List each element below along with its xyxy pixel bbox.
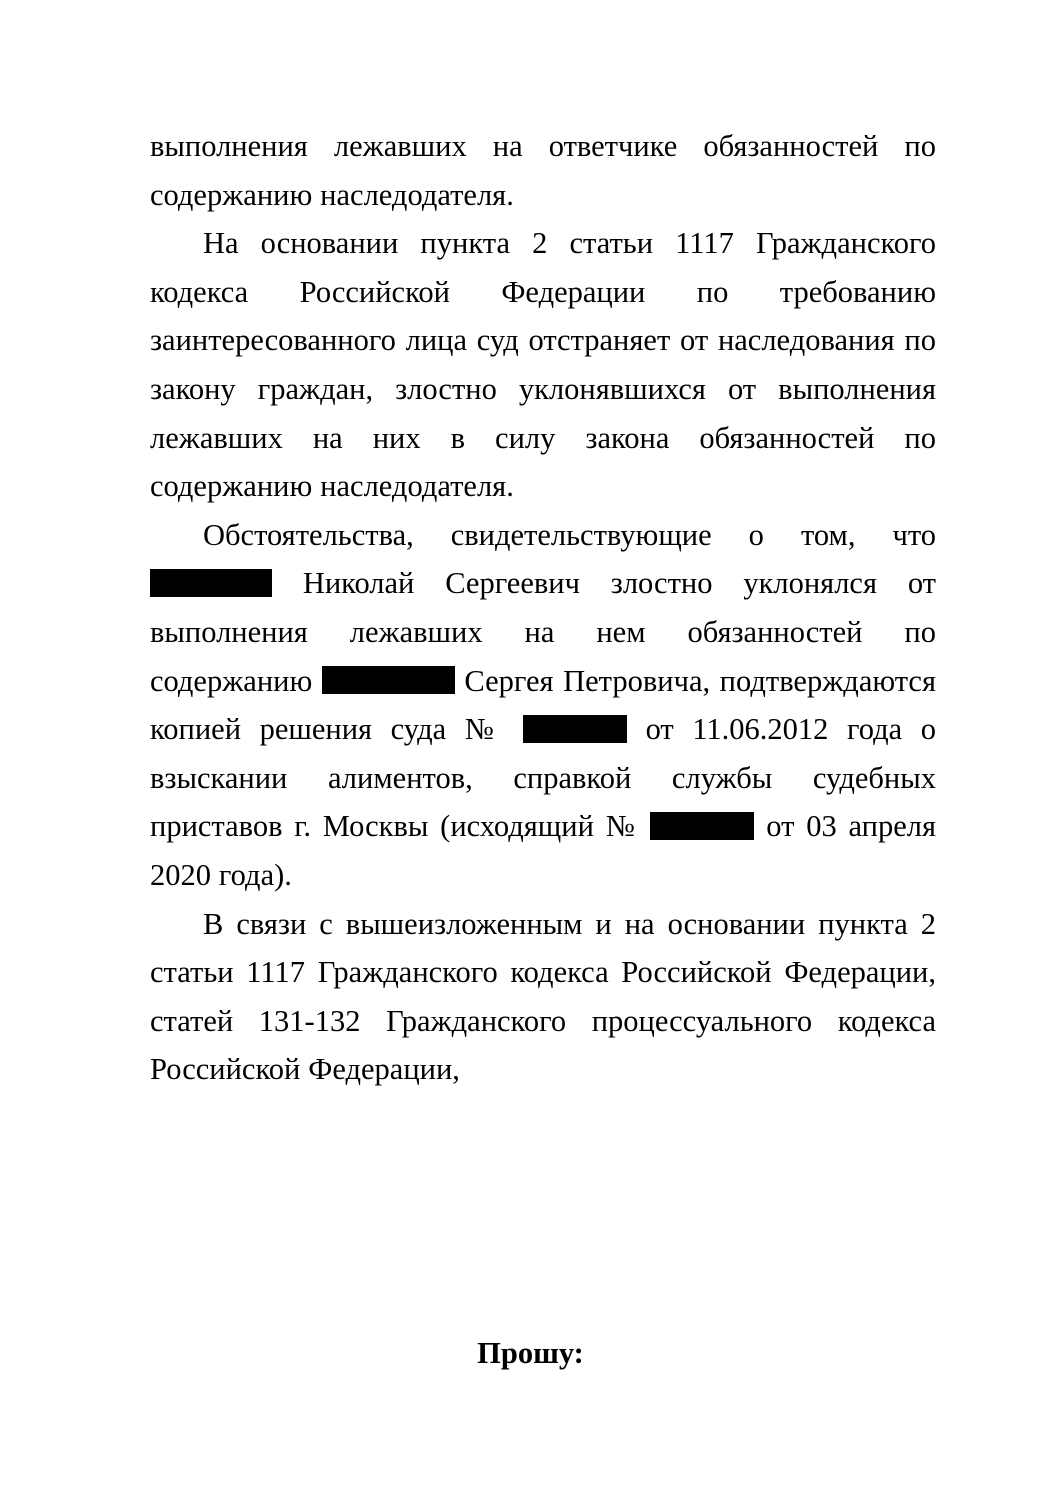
paragraph-continuation: выполнения лежавших на ответчике обязанностей по содержанию наследодателя.: [150, 129, 936, 212]
redaction-bar-surname-defendant: [150, 569, 272, 597]
redaction-bar-surname-deceased: [322, 666, 455, 694]
paragraph-conclusion: В связи с вышеизложенным и на основании пункта 2 статьи 1117 Гражданского кодекса Российской Федерации, статей 131-132 Гражданского процессуального кодекса Российской Федерации,: [150, 906, 936, 1087]
paragraph-circumstances-segment-3: Сергея Петровича, подтверждаются копией решения суда №: [150, 663, 937, 747]
heading-request: Прошу:: [477, 1336, 584, 1370]
paragraph-circumstances-segment-1: Обстоятельства, свидетельствующие о том, что: [203, 517, 936, 552]
redaction-bar-case-number: [523, 715, 627, 743]
paragraph-legal-basis: На основании пункта 2 статьи 1117 Гражданского кодекса Российской Федерации по требованию заинтересованного лица суд отстраняет от наследования по закону граждан, злостно уклонявшихся от выполнения лежавших на них в силу закона обязанностей по содержанию наследодателя.: [150, 226, 936, 504]
paragraph-circumstances-segment-4: от 11.06.2012 года о взыскании алиментов, справкой службы судебных приставов г. Москвы (исходящий №: [150, 712, 936, 844]
redaction-bar-outgoing-number: [650, 812, 754, 840]
paragraph-circumstances: [150, 511, 936, 900]
paragraph-circumstances-segment-2: Николай Сергеевич злостно уклонялся от выполнения лежавших на нем обязанностей по содержанию: [150, 566, 936, 698]
paragraph-circumstances-segment-5: от 03 апреля 2020 года).: [150, 809, 936, 892]
document-body: [150, 122, 936, 1094]
